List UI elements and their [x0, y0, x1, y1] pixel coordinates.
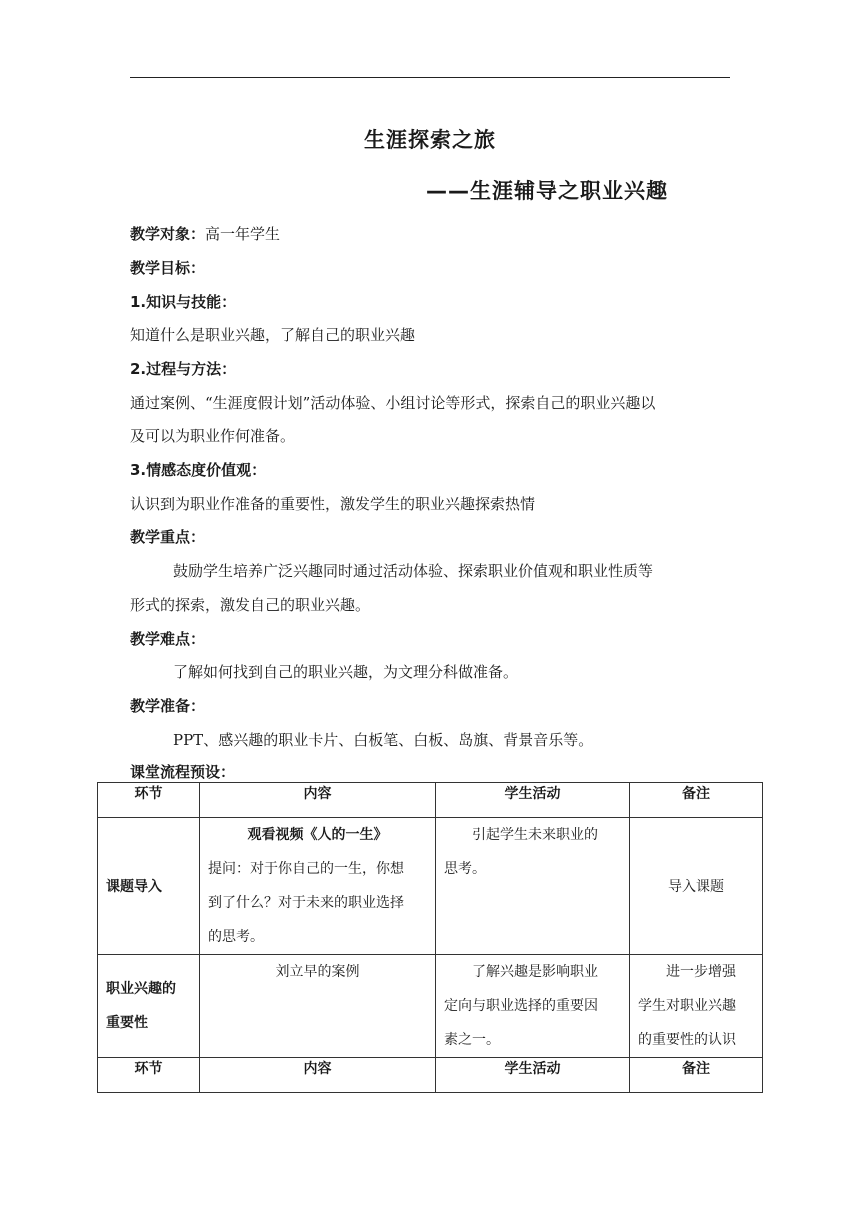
key-points-line-2: 形式的探索，激发自己的职业兴趣。: [130, 596, 371, 614]
goal-3-title: 3.情感态度价值观：: [130, 461, 267, 479]
row-1-content-line-3: 的思考。: [208, 929, 264, 945]
audience-label: 教学对象：: [130, 225, 206, 243]
row-2-content: [200, 955, 436, 1058]
row-2-activity: [436, 955, 630, 1058]
table-header-row: [98, 783, 763, 818]
row-1-content: [200, 818, 436, 955]
row-1-note: [630, 818, 763, 955]
row-2-note-line-3: 的重要性的认识: [638, 1032, 736, 1048]
header-note: 备注: [630, 783, 763, 818]
row-2-activity-line-1: 了解兴趣是影响职业: [472, 964, 598, 980]
goal-2-text-line-2: 及可以为职业作何准备。: [130, 427, 296, 445]
row-1-note-text: 导入课题: [668, 879, 724, 895]
table-row: [98, 818, 763, 955]
row-2-step-line-1: 职业兴趣的: [106, 981, 176, 997]
table-row: [98, 955, 763, 1058]
row-2-note-line-1: 进一步增强: [666, 964, 736, 980]
table-header-row-repeat: [98, 1058, 763, 1093]
document-title: 生涯探索之旅: [364, 128, 496, 152]
key-points-line-1: 鼓励学生培养广泛兴趣同时通过活动体验、探索职业价值观和职业性质等: [173, 562, 654, 580]
lesson-flow-table: [97, 782, 763, 1093]
row-2-note: [630, 955, 763, 1058]
goal-2-text-line-1: 通过案例、“生涯度假计划”活动体验、小组讨论等形式，探索自己的职业兴趣以: [130, 394, 656, 412]
header-step: 环节: [98, 783, 200, 818]
difficulty-text: 了解如何找到自己的职业兴趣，为文理分科做准备。: [173, 663, 519, 681]
preparation-label: 教学准备：: [130, 697, 206, 715]
key-points-label: 教学重点：: [130, 528, 206, 546]
row-1-content-line-1: 提问：对于你自己的一生，你想: [208, 861, 404, 877]
goals-label: 教学目标：: [130, 259, 206, 277]
row-1-activity-line-1: 引起学生未来职业的: [472, 827, 598, 843]
preparation-text: PPT、感兴趣的职业卡片、白板笔、白板、岛旗、背景音乐等。: [173, 731, 594, 749]
row-1-content-line-2: 到了什么？对于未来的职业选择: [208, 895, 404, 911]
header-content-repeat: 内容: [200, 1058, 436, 1093]
row-2-activity-line-2: 定向与职业选择的重要因: [444, 998, 598, 1014]
header-activity: 学生活动: [436, 783, 630, 818]
header-activity-repeat: 学生活动: [436, 1058, 630, 1093]
row-2-note-line-2: 学生对职业兴趣: [638, 998, 736, 1014]
flow-label: 课堂流程预设：: [130, 763, 236, 781]
goal-1-title: 1.知识与技能：: [130, 293, 237, 311]
header-rule: [130, 77, 730, 78]
goal-3-text: 认识到为职业作准备的重要性，激发学生的职业兴趣探索热情: [130, 495, 536, 513]
row-2-step: [98, 955, 200, 1058]
row-1-activity: [436, 818, 630, 955]
audience-line: [130, 224, 280, 244]
row-2-step-line-2: 重要性: [106, 1015, 148, 1031]
audience-value: 高一年学生: [205, 225, 281, 243]
row-1-step: [98, 818, 200, 955]
row-2-activity-line-3: 素之一。: [444, 1032, 500, 1048]
goal-1-text: 知道什么是职业兴趣，了解自己的职业兴趣: [130, 326, 416, 344]
header-note-repeat: 备注: [630, 1058, 763, 1093]
header-step-repeat: 环节: [98, 1058, 200, 1093]
row-1-activity-line-2: 思考。: [444, 861, 486, 877]
row-1-step-text: 课题导入: [106, 879, 162, 895]
row-2-content-text: 刘立早的案例: [275, 964, 360, 980]
document-subtitle: ——生涯辅导之职业兴趣: [426, 179, 668, 203]
row-1-content-title: 观看视频《人的一生》: [247, 827, 388, 843]
goal-2-title: 2.过程与方法：: [130, 360, 237, 378]
difficulty-label: 教学难点：: [130, 630, 206, 648]
header-content: 内容: [200, 783, 436, 818]
